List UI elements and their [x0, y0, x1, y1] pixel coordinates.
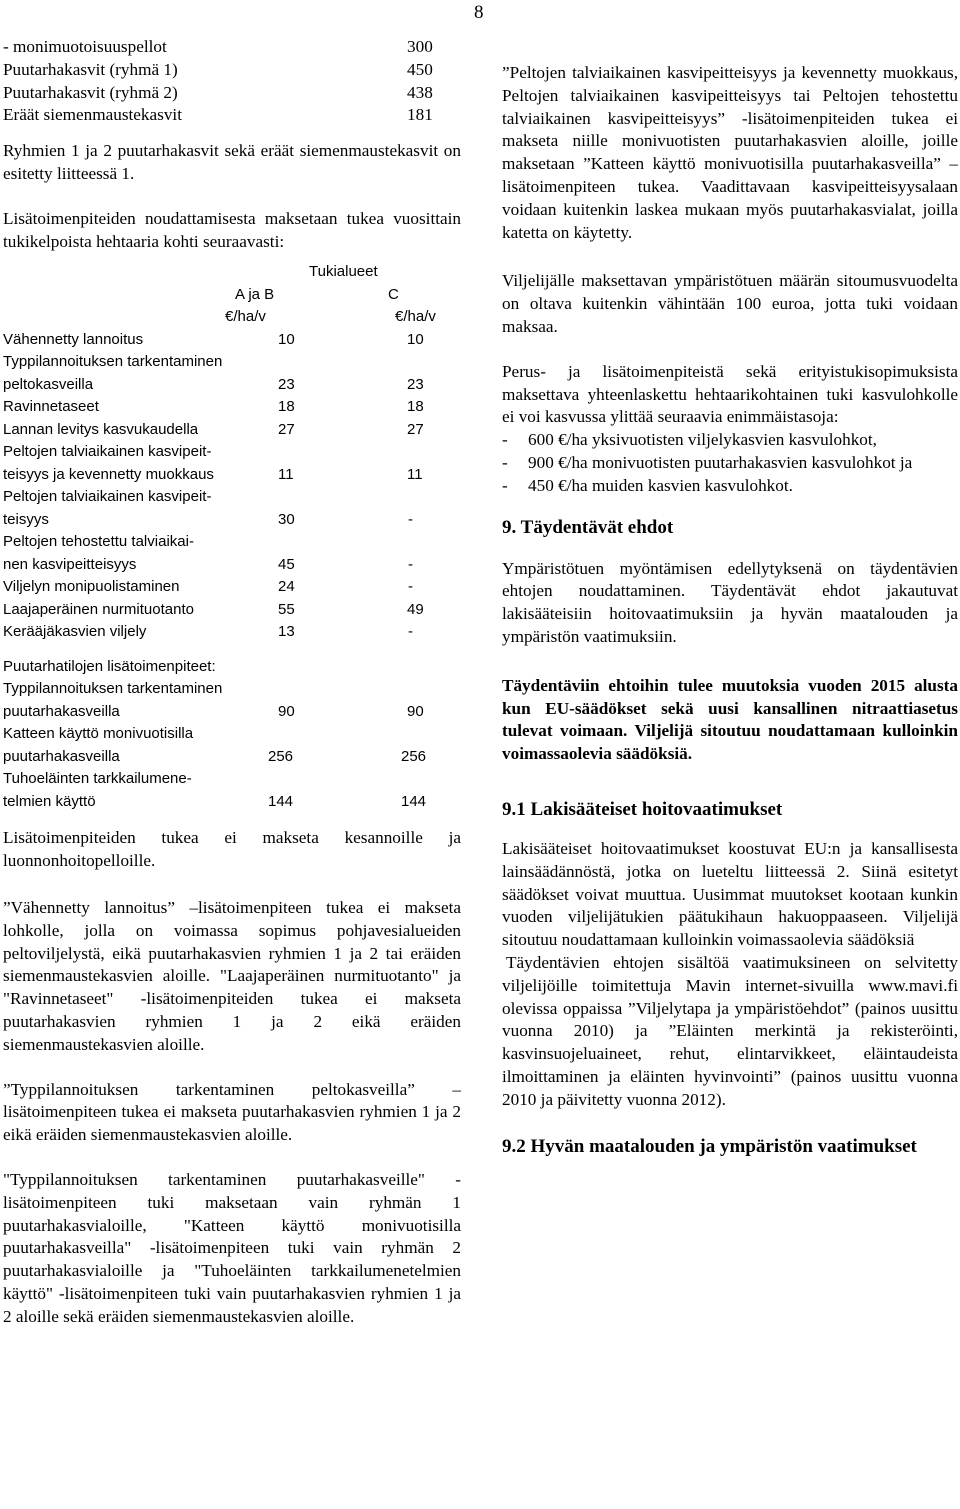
row-label: Viljelyn monipuolistaminen: [3, 578, 180, 596]
crop-list: [3, 36, 461, 127]
value-c: 90: [407, 702, 424, 720]
table-row-label-line: [3, 351, 461, 374]
row-label: puutarhakasveilla: [3, 702, 120, 720]
table-row: [3, 419, 461, 442]
row-label: teisyys: [3, 510, 49, 528]
value-c: 11: [407, 465, 423, 483]
row-label: puutarhakasveilla: [3, 747, 120, 765]
paragraph-groups: Ryhmien 1 ja 2 puutarhakasvit sekä eräät siemenmaustekasvit on esitetty liitteessä 1.: [3, 141, 461, 183]
unit-ab: €/ha/v: [225, 308, 266, 326]
garden-title: Puutarhatilojen lisätoimenpiteet:: [3, 657, 216, 675]
value-ab: 256: [268, 747, 294, 765]
row-label: telmien käyttö: [3, 792, 96, 810]
row-label: Typpilannoituksen tarkentaminen: [3, 353, 223, 371]
table-row: [3, 329, 461, 352]
unit-c: €/ha/v: [395, 308, 436, 326]
value-ab: 13: [278, 623, 295, 641]
value-ab: 24: [278, 578, 295, 596]
value-ab: 55: [278, 600, 295, 618]
row-label: Ravinnetaseet: [3, 398, 99, 416]
crop-name: Eräät siemenmaustekasvit: [3, 105, 182, 125]
value-c: -: [408, 578, 413, 596]
paragraph-garden-measures: "Typpilannoituksen tarkentaminen puutarhakasveille" -lisätoimenpiteen tuki maksetaan vain ryhmän 1 puutarhakasvialoille, "Katteen käyttö monivuotisilla puutarhakasveilla" -lisätoimenpiteen tuki vain ryhmän 2 puutarhakasvialoille ja "Tuhoeläinten tarkkailumenetelmien käyttö" -lisätoimenpiteen tuki vain puutarhakasvien ryhmien 1 ja 2 aloille sekä eräiden siemenmaustekasvien aloille.: [3, 1169, 461, 1326]
paragraph-no-support: Lisätoimenpiteiden tukea ei makseta kesannoille ja luonnonhoitopelloille.: [3, 828, 461, 871]
heading-9-1: 9.1 Lakisääteiset hoitovaatimukset: [502, 798, 783, 820]
row-label: Peltojen talviaikainen kasvipeit-: [3, 488, 212, 506]
value-c: 27: [407, 420, 424, 438]
value-ab: 18: [278, 398, 295, 416]
value-c: 49: [407, 600, 424, 618]
value-c: 10: [407, 330, 424, 348]
value-ab: 23: [278, 375, 295, 393]
value-c: -: [408, 555, 413, 573]
heading-9-2: 9.2 Hyvän maatalouden ja ympäristön vaatimukset: [502, 1136, 917, 1158]
row-label: Peltojen tehostettu talviaikai-: [3, 533, 194, 551]
value-ab: 90: [278, 702, 295, 720]
table-row: [3, 621, 461, 644]
table-row-label-line: [3, 441, 461, 464]
column-c: C: [388, 285, 399, 303]
table-header-zones: [3, 284, 461, 307]
row-label: nen kasvipeitteisyys: [3, 555, 137, 573]
support-table: [3, 261, 461, 813]
paragraph-statutory: Lakisääteiset hoitovaatimukset koostuvat EU:n ja kansallisesta lainsäädännöstä, jotka on lueteltu liitteessä 2. Siinä esitetyt säädökset voivat muuttua. Uusimmat muutokset kootaan kunkin vuoden viljelijätukien päätukihaun hakuoppaaseen. Viljelijä sitoutuu noudattamaan kulloinkin voimassaolevia säädöksiä: [502, 838, 958, 950]
row-label: Peltojen talviaikainen kasvipeit-: [3, 443, 212, 461]
table-row-label-line: [3, 678, 461, 701]
value-c: 256: [401, 747, 427, 765]
paragraph-cross-compliance: Ympäristötuen myöntämisen edellytyksenä on täydentävien ehtojen noudattaminen. Täydentävät ehdot jakautuvat lakisääteisiin hoitovaatimuksiin ja hyvän maatalouden ja ympäristön vaatimuksiin.: [502, 558, 958, 646]
page-number: 8: [474, 2, 484, 23]
paragraph-payment: Lisätoimenpiteiden noudattamisesta maksetaan tukea vuosittain tukikelpoista hehtaaria kohti seuraavasti:: [3, 208, 461, 251]
paragraph-reduced-fertilisation: ”Vähennetty lannoitus” –lisätoimenpiteen tukea ei makseta lohkolle, jolla on voimassa sopimus pohjavesialueiden peltoviljelystä, eikä puutarhakasvien ryhmien 1 ja 2 tai eräiden siemenmaustekasvien aloille. "Laajaperäinen nurmituotanto" ja "Ravinnetaseet" -lisätoimenpiteiden tukea ei makseta puutarhakasvien ryhmien 1 ja 2 eikä eräiden siemenmaustekasvien aloille.: [3, 897, 461, 1054]
row-label: peltokasveilla: [3, 375, 94, 393]
table-row: [3, 599, 461, 622]
crop-name: - monimuotoisuuspellot: [3, 37, 167, 56]
row-label: Laajaperäinen nurmituotanto: [3, 600, 194, 618]
table-row: [3, 464, 461, 487]
row-label: Lannan levitys kasvukaudella: [3, 420, 199, 438]
crop-value: 450: [407, 59, 433, 79]
table-row-label-line: [3, 768, 461, 791]
row-label: Katteen käyttö monivuotisilla: [3, 725, 194, 743]
table-row-label-line: [3, 531, 461, 554]
crop-row: [3, 104, 461, 127]
value-ab: 10: [278, 330, 295, 348]
row-label: Kerääjäkasvien viljely: [3, 623, 147, 641]
crop-name: Puutarhakasvit (ryhmä 1): [3, 59, 178, 79]
table-header-title: Tukialueet: [309, 263, 378, 281]
table-row-label-line: [3, 486, 461, 509]
list-item: - 900 €/ha monivuotisten puutarhakasvien kasvulohkot ja: [502, 452, 913, 472]
value-ab: 45: [278, 555, 295, 573]
table-header-units: [3, 306, 461, 329]
value-ab: 30: [278, 510, 295, 528]
crop-row: [3, 59, 461, 82]
table-row: [3, 554, 461, 577]
value-c: 144: [401, 792, 427, 810]
value-c: 18: [407, 398, 424, 416]
paragraph-commitment: Viljelijälle maksettavan ympäristötuen määrän sitoumusvuodelta on oltava kuitenkin vähintään 100 euroa, jotta tuki voidaan maksaa.: [502, 271, 958, 336]
paragraph-contents: Täydentävien ehtojen sisältöä vaatimuksineen on selvitetty viljelijöille toimitettuja Mavin internet-sivuilla www.mavi.fi olevissa oppaissa ”Viljelytapa ja ympäristöehdot” (painos uusittu vuonna 2010) ja ”Eläinten merkintä ja rekisteröinti, kasvinsuojeluaineet, rehut, elintarvikkeet, eläintaudeista ilmoittaminen ja eläinten hyvinvointi” (painos uusittu vuonna 2010 ja päivitetty vuonna 2012).: [502, 952, 958, 1109]
table-row: [3, 791, 461, 814]
crop-row: [3, 36, 461, 59]
paragraph-winter-cover: ”Peltojen talviaikainen kasvipeitteisyys ja kevennetty muokkaus, Peltojen talviaikainen kasvipeitteisyys tai Peltojen tehostettu talviaikainen kasvipeitteisyys” -lisätoimenpiteiden tukea ei makseta niille monivuotisten puutarhakasvien aloille, joille maksetaan ”Katteen käyttö monivuotisilla puutarhakasveilla” –lisätoimenpiteen tukea. Vaadittavaan kasvipeitteisyysalaan voidaan kuitenkin laskea mukaan myös puutarhakasvialat, joilla katetta on käytetty.: [502, 63, 958, 242]
paragraph-max-levels: Perus- ja lisätoimenpiteistä sekä erityistukisopimuksista maksettava yhteenlaskettu hehtaarikohtainen tuki kasvulohkolle ei voi kasvussa ylittää seuraavia enimmäistasoja:: [502, 361, 958, 427]
right-column: [502, 0, 958, 1159]
crop-row: [3, 82, 461, 105]
value-ab: 144: [268, 792, 294, 810]
limit-list: [502, 429, 958, 497]
row-label: Typpilannoituksen tarkentaminen: [3, 680, 223, 698]
crop-value: 181: [407, 105, 433, 125]
list-item: - 450 €/ha muiden kasvien kasvulohkot.: [502, 475, 793, 495]
row-label: Tuhoeläinten tarkkailumene-: [3, 770, 192, 788]
crop-value: 300: [407, 37, 433, 56]
paragraph-nitrogen: ”Typpilannoituksen tarkentaminen peltokasveilla” –lisätoimenpiteen tukea ei makseta puutarhakasvien ryhmien 1 ja 2 eikä eräiden siemenmaustekasvien aloille.: [3, 1079, 461, 1145]
crop-value: 438: [407, 82, 433, 102]
table-row: [3, 746, 461, 769]
left-column: [3, 0, 461, 1329]
table-row: [3, 374, 461, 397]
crop-name: Puutarhakasvit (ryhmä 2): [3, 82, 178, 102]
row-label: Vähennetty lannoitus: [3, 330, 144, 348]
value-c: -: [408, 510, 413, 528]
table-row: [3, 576, 461, 599]
table-row: [3, 701, 461, 724]
table-row-label-line: [3, 723, 461, 746]
list-item: - 600 €/ha yksivuotisten viljelykasvien kasvulohkot,: [502, 430, 877, 450]
table-row: [3, 509, 461, 532]
paragraph-bold-notice: Täydentäviin ehtoihin tulee muutoksia vuoden 2015 alusta kun EU-säädökset sekä uusi kansallinen nitraattiasetus tulevat voimaan. Viljelijä sitoutuu noudattamaan kulloinkin voimassaolevia säädöksiä.: [502, 675, 958, 764]
table-row: [3, 396, 461, 419]
column-ab: A ja B: [235, 285, 275, 303]
value-ab: 27: [278, 420, 295, 438]
value-ab: 11: [278, 465, 294, 483]
value-c: -: [408, 623, 413, 641]
heading-9: 9. Täydentävät ehdot: [502, 516, 674, 538]
row-label: teisyys ja kevennetty muokkaus: [3, 465, 214, 483]
value-c: 23: [407, 375, 424, 393]
